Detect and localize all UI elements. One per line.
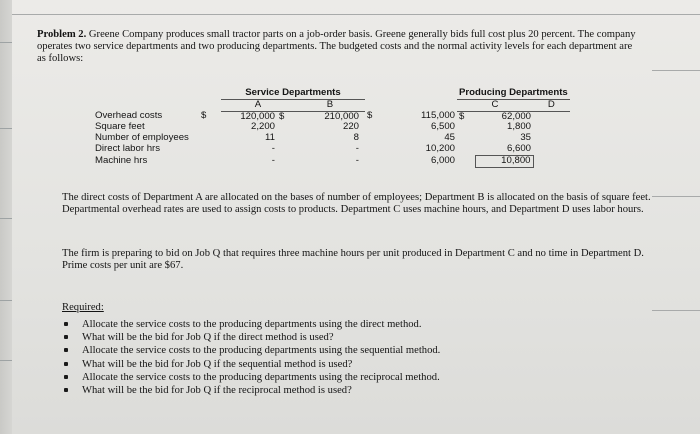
cell-value: 220 [342,121,359,133]
currency-symbol: $ [367,110,373,122]
cell-value: - [355,143,359,155]
cell-value: 45 [444,132,455,144]
cell-value: 6,000 [430,154,455,166]
cell-value: 11 [265,132,275,144]
cell-value: 115,000 [421,110,455,122]
problem-statement [37,29,637,65]
table-row [93,155,570,167]
problem-text: Greene Company produces small tractor parts on a job-order basis. Greene generally bids full cost plus 20 percent. The company operates two service departments and two producing departments. The budgeted costs and the normal activity levels for each department are as follows: [37,29,636,64]
table-row [93,133,570,144]
row-label: Machine hrs [95,154,148,166]
service-departments-header: Service Departments [221,88,365,99]
currency-symbol: $ [459,110,465,122]
job-q-paragraph: The firm is preparing to bid on Job Q that requires three machine hours per unit produced in Department C and no time in Department D. Prime costs per unit are $67. [62,248,644,271]
bullet-icon [64,375,68,379]
list-item: What will be the bid for Job Q if the direct method is used? [62,331,440,344]
cell-value: 10,800 [475,155,533,167]
bullet-icon [64,335,68,339]
row-label: Direct labor hrs [95,143,161,155]
row-label: Overhead costs [95,110,163,122]
column-header-b: B [295,99,365,111]
divider [652,70,700,71]
column-header-a: A [221,99,295,111]
required-heading: Required: [62,302,104,313]
cell-value: 62,000 [501,110,531,122]
cell-value: 2,200 [250,121,275,133]
list-item: Allocate the service costs to the producing departments using the reciprocal method. [62,371,440,384]
cell-value: 8 [353,132,359,144]
currency-symbol: $ [201,110,207,122]
divider [12,14,700,15]
table-row [93,144,570,155]
list-item: Allocate the service costs to the producing departments using the sequential method. [62,344,440,357]
column-header-d: D [533,99,570,111]
cell-value: 1,800 [506,121,531,133]
cell-value: 10,200 [425,143,455,155]
divider [652,310,700,311]
bullet-icon [64,322,68,326]
cell-value: 210,000 [324,110,359,122]
cell-value: - [271,143,275,155]
bullet-icon [64,348,68,352]
producing-departments-header: Producing Departments [459,87,568,98]
bullet-icon [64,362,68,366]
problem-label: Problem 2. [37,29,87,40]
cell-value: 120,000 [240,110,275,122]
required-list [62,318,440,397]
column-header-c: C [457,99,533,111]
cell-value: 35 [520,132,531,144]
cost-table [93,88,570,168]
cell-value: 6,600 [506,142,531,154]
row-label: Number of employees [95,132,189,144]
row-label: Square feet [95,121,145,133]
table-row [93,111,570,122]
list-item: What will be the bid for Job Q if the reciprocal method is used? [62,384,440,397]
cell-value: - [271,154,275,166]
list-item: What will be the bid for Job Q if the sequential method is used? [62,358,440,371]
currency-symbol: $ [279,110,285,122]
allocation-paragraph: The direct costs of Department A are allocated on the bases of number of employees; Department B is allocated on the basis of square feet. Departmental overhead rates are used to assign costs to products. Department C uses machine hours, and Department D uses labor hours. [62,192,651,215]
cell-value: 6,500 [430,121,455,133]
bullet-icon [64,388,68,392]
cell-value: - [355,154,359,166]
list-item: Allocate the service costs to the producing departments using the direct method. [62,318,440,331]
